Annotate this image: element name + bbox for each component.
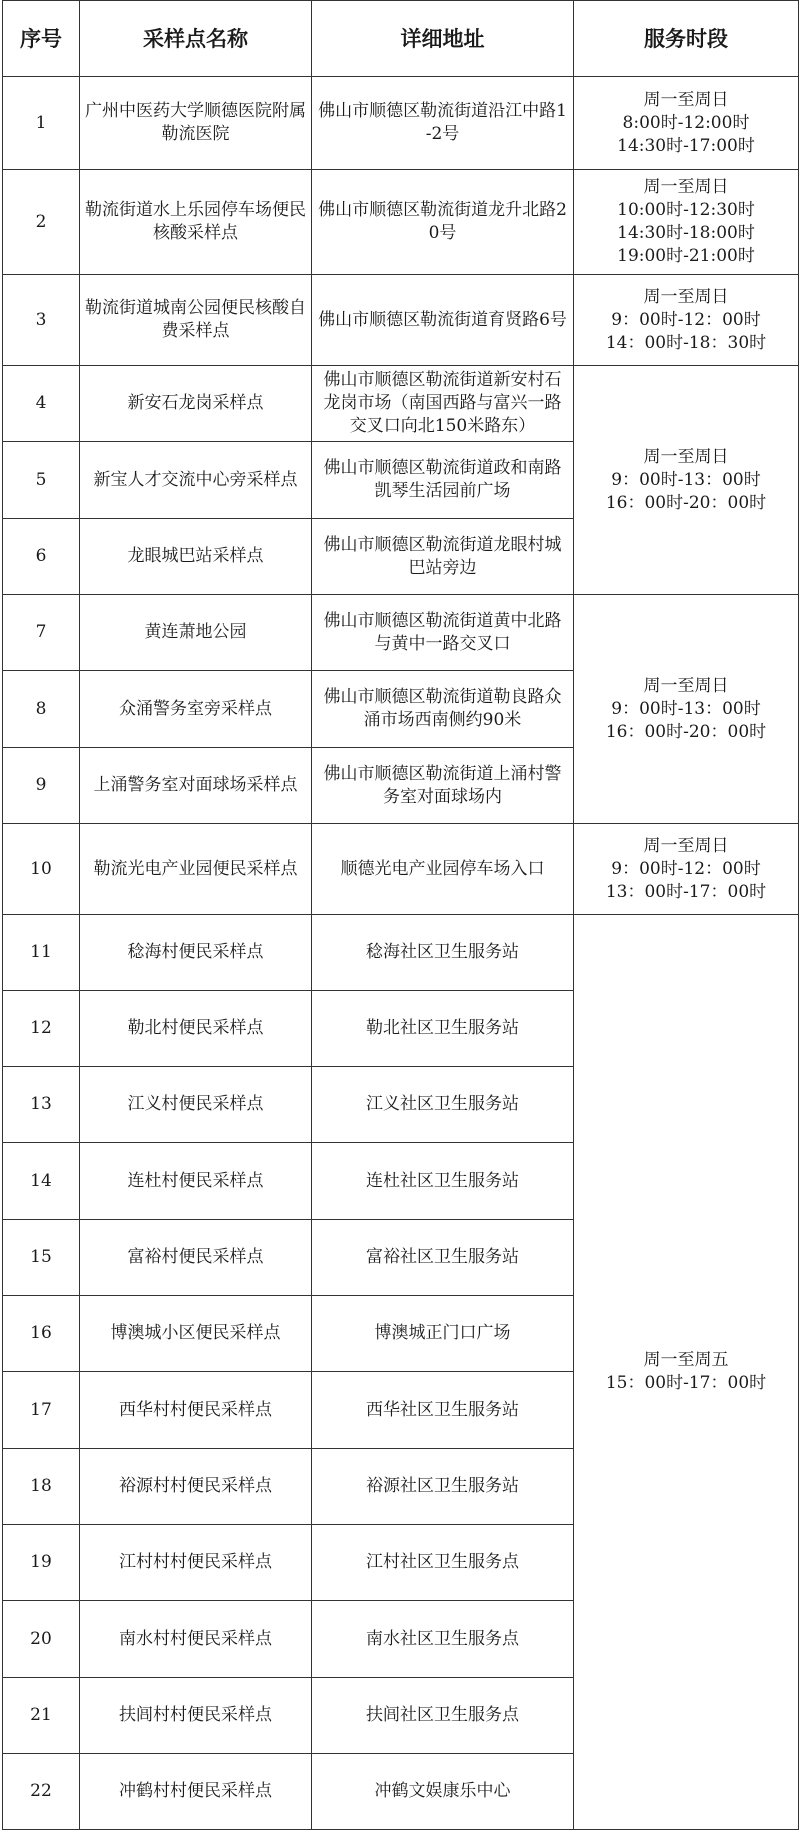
site-name: 勒流街道水上乐园停车场便民核酸采样点 (80, 170, 312, 275)
row-number: 20 (3, 1601, 80, 1678)
row-number: 14 (3, 1143, 80, 1220)
table-row (3, 595, 799, 671)
service-hours (574, 915, 799, 1830)
row-number: 17 (3, 1372, 80, 1449)
header-address: 详细地址 (312, 1, 574, 77)
service-hours (574, 824, 799, 915)
table-row (3, 275, 799, 366)
time-range: 19:00时-21:00时 (617, 246, 755, 266)
row-number: 11 (3, 915, 80, 991)
service-days: 周一至周日 (643, 177, 729, 197)
row-number: 5 (3, 442, 80, 519)
time-range: 14:30时-18:00时 (617, 223, 755, 243)
time-range: 14:30时-17:00时 (617, 135, 755, 156)
row-number: 7 (3, 595, 80, 671)
table-row (3, 824, 799, 915)
time-range: 15：00时-17：00时 (605, 1373, 767, 1393)
time-range: 9：00时-12：00时 (611, 309, 761, 330)
site-name: 勒北村便民采样点 (80, 991, 312, 1067)
row-number: 16 (3, 1296, 80, 1372)
site-address: 佛山市顺德区勒流街道龙升北路20号 (312, 170, 574, 275)
site-address: 富裕社区卫生服务站 (312, 1220, 574, 1296)
service-days: 周一至周日 (643, 89, 729, 110)
site-address: 勒北社区卫生服务站 (312, 991, 574, 1067)
site-name: 新宝人才交流中心旁采样点 (80, 442, 312, 519)
site-address: 江村社区卫生服务点 (312, 1525, 574, 1601)
time-range: 16：00时-20：00时 (605, 721, 767, 742)
service-days: 周一至周日 (643, 835, 729, 856)
row-number: 6 (3, 519, 80, 595)
site-address: 裕源社区卫生服务站 (312, 1449, 574, 1525)
site-name: 裕源村村便民采样点 (80, 1449, 312, 1525)
time-range: 16：00时-20：00时 (605, 492, 767, 513)
site-name: 冲鹤村村便民采样点 (80, 1754, 312, 1830)
site-name: 富裕村便民采样点 (80, 1220, 312, 1296)
site-address: 佛山市顺德区勒流街道新安村石龙岗市场（南国西路与富兴一路交叉口向北150米路东） (312, 366, 574, 442)
service-hours (574, 275, 799, 366)
site-address: 佛山市顺德区勒流街道政和南路凯琴生活园前广场 (312, 442, 574, 519)
service-hours (574, 170, 799, 275)
time-range: 9：00时-12：00时 (611, 858, 761, 879)
row-number: 12 (3, 991, 80, 1067)
site-address: 佛山市顺德区勒流街道勒良路众涌市场西南侧约90米 (312, 671, 574, 748)
site-address: 稔海社区卫生服务站 (312, 915, 574, 991)
row-number: 22 (3, 1754, 80, 1830)
table-row (3, 77, 799, 170)
time-range: 10:00时-12:30时 (617, 200, 755, 220)
site-address: 佛山市顺德区勒流街道沿江中路1-2号 (312, 77, 574, 170)
row-number: 8 (3, 671, 80, 748)
service-days: 周一至周日 (643, 446, 729, 467)
time-range: 13：00时-17：00时 (605, 881, 767, 902)
row-number: 4 (3, 366, 80, 442)
row-number: 19 (3, 1525, 80, 1601)
row-number: 1 (3, 77, 80, 170)
site-name: 扶闾村村便民采样点 (80, 1678, 312, 1754)
site-name: 博澳城小区便民采样点 (80, 1296, 312, 1372)
row-number: 10 (3, 824, 80, 915)
site-name: 新安石龙岗采样点 (80, 366, 312, 442)
table-row (3, 366, 799, 442)
time-range: 14：00时-18：30时 (605, 332, 767, 353)
row-number: 18 (3, 1449, 80, 1525)
site-name: 广州中医药大学顺德医院附属勒流医院 (80, 77, 312, 170)
row-number: 2 (3, 170, 80, 275)
time-range: 9：00时-13：00时 (611, 469, 761, 490)
row-number: 9 (3, 748, 80, 824)
service-days: 周一至周五 (643, 1350, 729, 1370)
header-no: 序号 (3, 1, 80, 77)
site-address: 西华社区卫生服务站 (312, 1372, 574, 1449)
service-hours (574, 366, 799, 595)
time-range: 8:00时-12:00时 (622, 112, 750, 133)
site-name: 龙眼城巴站采样点 (80, 519, 312, 595)
service-days: 周一至周日 (643, 675, 729, 696)
site-name: 江义村便民采样点 (80, 1067, 312, 1143)
row-number: 15 (3, 1220, 80, 1296)
site-address: 扶闾社区卫生服务点 (312, 1678, 574, 1754)
header-site-name: 采样点名称 (80, 1, 312, 77)
site-address: 顺德光电产业园停车场入口 (312, 824, 574, 915)
service-days: 周一至周日 (643, 286, 729, 307)
site-name: 江村村村便民采样点 (80, 1525, 312, 1601)
site-name: 西华村村便民采样点 (80, 1372, 312, 1449)
site-address: 佛山市顺德区勒流街道育贤路6号 (312, 275, 574, 366)
site-address: 佛山市顺德区勒流街道黄中北路与黄中一路交叉口 (312, 595, 574, 671)
site-name: 稔海村便民采样点 (80, 915, 312, 991)
site-address: 冲鹤文娱康乐中心 (312, 1754, 574, 1830)
site-address: 连杜社区卫生服务站 (312, 1143, 574, 1220)
site-name: 上涌警务室对面球场采样点 (80, 748, 312, 824)
site-name: 勒流光电产业园便民采样点 (80, 824, 312, 915)
sampling-sites-table (2, 0, 799, 1830)
row-number: 3 (3, 275, 80, 366)
time-range: 9：00时-13：00时 (611, 698, 761, 719)
row-number: 21 (3, 1678, 80, 1754)
site-name: 南水村村便民采样点 (80, 1601, 312, 1678)
table-row (3, 915, 799, 991)
header-row (3, 1, 799, 77)
site-address: 江义社区卫生服务站 (312, 1067, 574, 1143)
site-name: 连杜村便民采样点 (80, 1143, 312, 1220)
site-address: 佛山市顺德区勒流街道上涌村警务室对面球场内 (312, 748, 574, 824)
site-name: 众涌警务室旁采样点 (80, 671, 312, 748)
row-number: 13 (3, 1067, 80, 1143)
service-hours (574, 77, 799, 170)
header-service-hours: 服务时段 (574, 1, 799, 77)
site-name: 勒流街道城南公园便民核酸自费采样点 (80, 275, 312, 366)
site-name: 黄连萧地公园 (80, 595, 312, 671)
site-address: 佛山市顺德区勒流街道龙眼村城巴站旁边 (312, 519, 574, 595)
site-address: 博澳城正门口广场 (312, 1296, 574, 1372)
table-row (3, 170, 799, 275)
site-address: 南水社区卫生服务点 (312, 1601, 574, 1678)
service-hours (574, 595, 799, 824)
